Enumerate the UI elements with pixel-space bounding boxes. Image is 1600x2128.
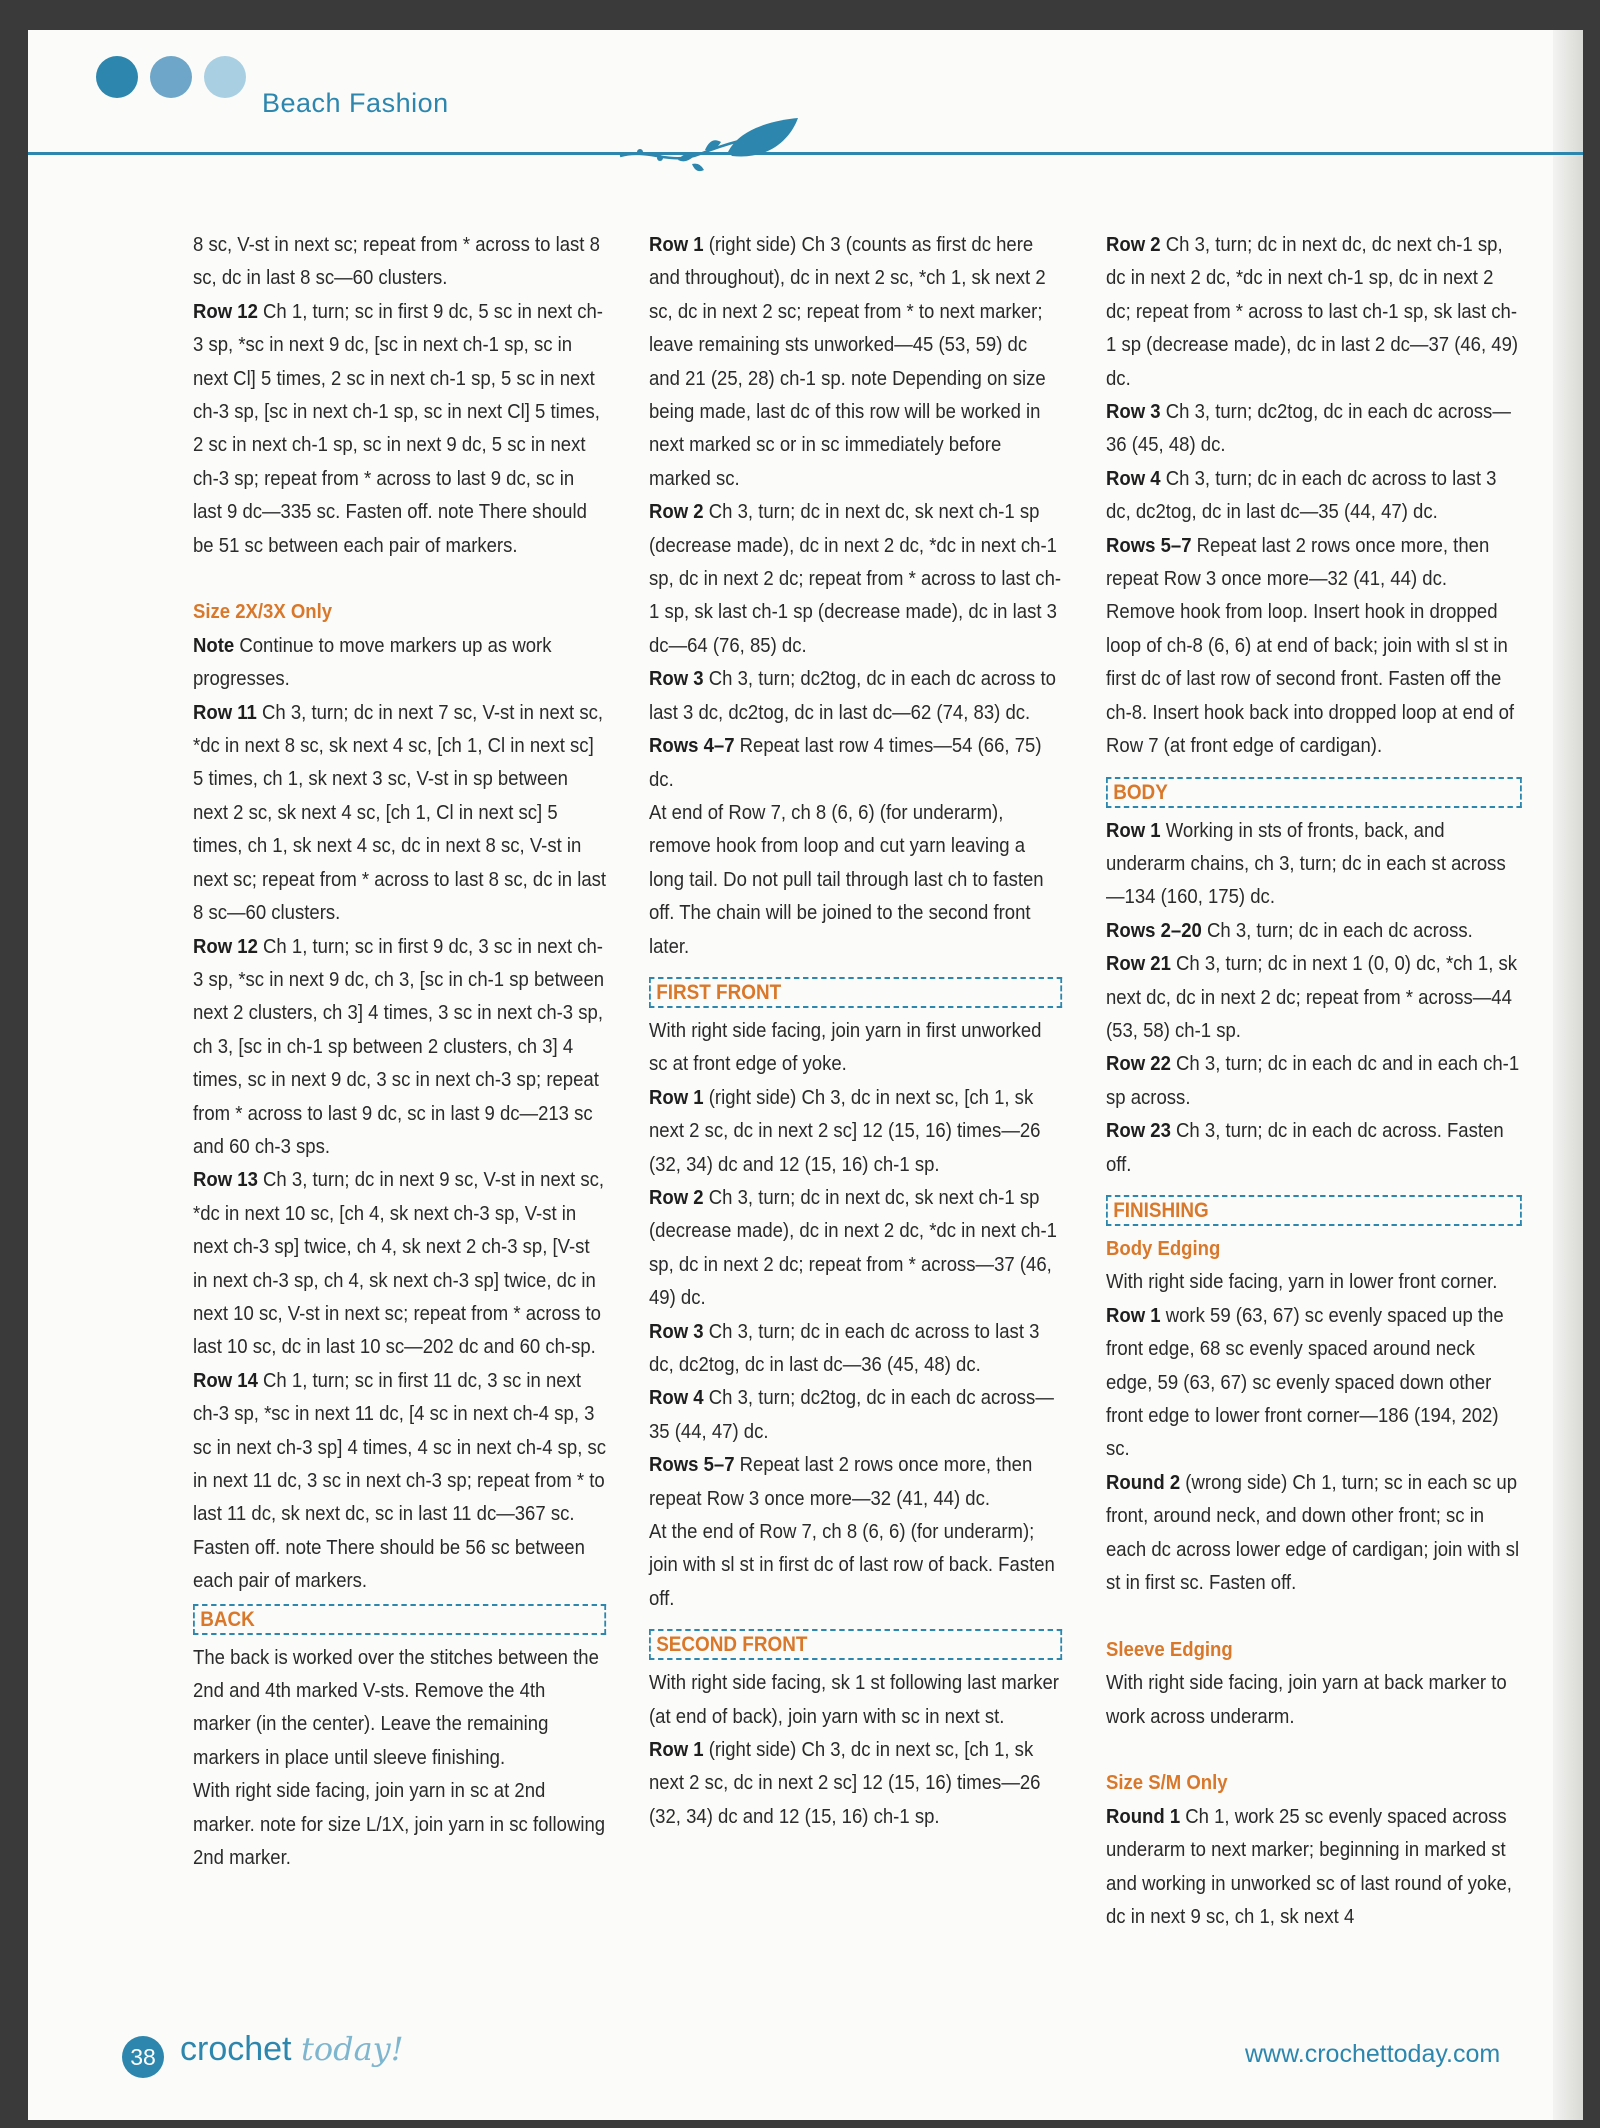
instruction-row-4 bbox=[1106, 462, 1522, 529]
instruction-row-11 bbox=[193, 696, 606, 930]
row-label: Rows 5–7 bbox=[649, 1453, 735, 1477]
row-label: Row 2 bbox=[1106, 233, 1161, 256]
instruction-row-3 bbox=[1106, 395, 1522, 462]
row-text: Ch 3, turn; dc2tog, dc in each dc across—36 (45, 48) dc. bbox=[1106, 400, 1511, 457]
row-label: Row 4 bbox=[1106, 466, 1161, 490]
column-3 bbox=[1106, 228, 1522, 1933]
sleeve-edging-heading: Sleeve Edging bbox=[1106, 1637, 1233, 1661]
row-label: Row 3 bbox=[1106, 400, 1161, 424]
note-text: Continue to move markers up as work progresses. bbox=[193, 633, 552, 691]
row-text: Working in sts of fronts, back, and underarm chains, ch 3, turn; dc in each st across—134 (160, 175) dc. bbox=[1106, 818, 1506, 909]
back-paragraph-1: The back is worked over the stitches between the 2nd and 4th marked V-sts. Remove the 4th marker (in the center). Leave the remaining markers in place until sleeve finishing. bbox=[193, 1645, 599, 1769]
row-label: Row 12 bbox=[193, 299, 258, 323]
row-label: Row 3 bbox=[649, 667, 704, 691]
row-label: Row 1 bbox=[649, 233, 704, 256]
row-label: Row 4 bbox=[649, 1386, 704, 1410]
row-text: Repeat last 2 rows once more, then repeat Row 3 once more—32 (41, 44) dc. bbox=[1106, 533, 1490, 591]
row-text: Ch 3, turn; dc in each dc and in each ch-1 sp across. bbox=[1106, 1052, 1520, 1109]
instruction-row-3 bbox=[649, 1315, 1062, 1382]
header-dot-1 bbox=[96, 56, 138, 98]
row-text: Ch 3, turn; dc in each dc across. bbox=[1201, 918, 1473, 942]
header-dot-3 bbox=[204, 56, 246, 98]
row-text: Ch 3, turn; dc in next 1 (0, 0) dc, *ch 1, sk next dc, dc in next 2 dc; repeat from * across—44 (53, 58) ch-1 sp. bbox=[1106, 952, 1518, 1042]
instruction-row-4 bbox=[649, 1381, 1062, 1448]
finishing-heading: FINISHING bbox=[1106, 1195, 1522, 1226]
row-label: Row 1 bbox=[649, 1738, 704, 1762]
row-label: Round 1 bbox=[1106, 1804, 1181, 1828]
row-label: Round 2 bbox=[1106, 1470, 1181, 1494]
row-text: Ch 3, turn; dc in each dc across to last 3 dc, dc2tog, dc in last dc—36 (45, 48) dc. bbox=[649, 1319, 1040, 1376]
instruction-row-1 bbox=[649, 1081, 1062, 1181]
column-2 bbox=[649, 228, 1062, 1833]
instruction-row-2 bbox=[649, 1181, 1062, 1315]
paragraph: With right side facing, sk 1 st following last marker (at end of back), join yarn with sc in next st. bbox=[649, 1671, 1059, 1728]
row-text: Ch 1, turn; sc in first 11 dc, 3 sc in next ch-3 sp, *sc in next 11 dc, [4 sc in next ch-4 sp, 3 sc in next ch-3 sp] 4 times, 4 sc in next ch-4 sp, sc in next 11 dc, 3 sc in next ch-3 sp; repeat from * to last 11 dc, sk next dc, sc in last 11 dc—367 sc. Fasten off. note There should be 56 sc between each pair of markers. bbox=[193, 1368, 607, 1593]
row-label: Row 3 bbox=[649, 1319, 704, 1343]
note-paragraph bbox=[193, 629, 606, 696]
row-label: Row 1 bbox=[649, 1085, 704, 1109]
header-dot-2 bbox=[150, 56, 192, 98]
paragraph: With right side facing, yarn in lower front corner. bbox=[1106, 1270, 1498, 1294]
instruction-row-13 bbox=[193, 1163, 606, 1363]
row-text: Ch 3, turn; dc in next 7 sc, V-st in next sc, *dc in next 8 sc, sk next 4 sc, [ch 1, Cl in next sc] 5 times, ch 1, sk next 3 sc, V-st in sp between next 2 sc, sk next 4 sc, [ch 1, Cl in next sc] 5 times, ch 1, sk next 4 sc, dc in next 8 sc, V-st in next sc; repeat from * across to last 8 sc, dc in last 8 sc—60 clusters. bbox=[193, 700, 607, 925]
instruction-row-1 bbox=[1106, 814, 1522, 914]
row-label: Row 23 bbox=[1106, 1119, 1171, 1143]
instruction-row-1 bbox=[1106, 1299, 1522, 1466]
paragraph: At the end of Row 7, ch 8 (6, 6) (for underarm); join with sl st in first dc of last row of back. Fasten off. bbox=[649, 1520, 1055, 1610]
instruction-row-2 bbox=[649, 495, 1062, 662]
body-heading: BODY bbox=[1106, 777, 1522, 808]
row-label: Row 11 bbox=[193, 700, 257, 724]
header-dots bbox=[96, 56, 246, 98]
row-text: Ch 3, turn; dc in each dc across to last 3 dc, dc2tog, dc in last dc—35 (44, 47) dc. bbox=[1106, 466, 1497, 524]
size-heading: Size S/M Only bbox=[1106, 1771, 1228, 1795]
brand-main: crochet bbox=[180, 2030, 292, 2068]
row-text: Ch 3, turn; dc in each dc across. Fasten off. bbox=[1106, 1119, 1504, 1176]
instruction-row-2 bbox=[1106, 228, 1522, 395]
page-number: 38 bbox=[122, 2036, 164, 2078]
note-label: Note bbox=[193, 633, 235, 657]
instruction-rows-2-20 bbox=[1106, 914, 1522, 947]
instruction-row-14 bbox=[193, 1364, 606, 1598]
row-label: Rows 5–7 bbox=[1106, 533, 1192, 557]
instruction-row-21 bbox=[1106, 947, 1522, 1047]
website-url: www.crochettoday.com bbox=[1245, 2040, 1501, 2068]
instruction-row-12 bbox=[193, 295, 606, 562]
instruction-row-1 bbox=[649, 1733, 1062, 1833]
row-label: Row 2 bbox=[649, 500, 704, 524]
paragraph: 8 sc, V-st in next sc; repeat from * across to last 8 sc, dc in last 8 sc—60 clusters. bbox=[193, 233, 600, 290]
body-edging-heading: Body Edging bbox=[1106, 1236, 1221, 1260]
row-label: Row 14 bbox=[193, 1368, 258, 1392]
row-text: (right side) Ch 3, dc in next sc, [ch 1, sk next 2 sc, dc in next 2 sc] 12 (15, 16) times—26 (32, 34) dc and 12 (15, 16) ch-1 sp. bbox=[649, 1738, 1041, 1828]
row-label: Row 1 bbox=[1106, 818, 1161, 842]
row-label: Row 13 bbox=[193, 1168, 258, 1192]
row-text: Ch 3, turn; dc in next dc, sk next ch-1 sp (decrease made), dc in next 2 dc, *dc in next ch-1 sp, dc in next 2 dc; repeat from * across to last ch-1 sp, sk last ch-1 sp (decrease made), dc in last 3 dc—64 (76, 85) dc. bbox=[649, 500, 1062, 657]
instruction-round-2 bbox=[1106, 1466, 1522, 1600]
instruction-row-22 bbox=[1106, 1047, 1522, 1114]
row-label: Row 2 bbox=[649, 1185, 704, 1209]
row-label: Row 12 bbox=[193, 934, 258, 958]
leaf-vine-icon bbox=[600, 118, 810, 188]
row-text: Repeat last row 4 times—54 (66, 75) dc. bbox=[649, 734, 1042, 791]
instruction-rows-5-7 bbox=[1106, 529, 1522, 596]
row-text: Ch 3, turn; dc2tog, dc in each dc across—35 (44, 47) dc. bbox=[649, 1386, 1054, 1443]
row-text: Ch 3, turn; dc in next dc, sk next ch-1 sp (decrease made), dc in next 2 dc, *dc in next ch-1 sp, dc in next 2 dc; repeat from * across—37 (46, 49) dc. bbox=[649, 1185, 1057, 1310]
first-front-heading: FIRST FRONT bbox=[649, 977, 1062, 1008]
row-text: Ch 3, turn; dc2tog, dc in each dc across to last 3 dc, dc2tog, dc in last dc—62 (74, 83) dc. bbox=[649, 667, 1056, 724]
row-text: (right side) Ch 3, dc in next sc, [ch 1, sk next 2 sc, dc in next 2 sc] 12 (15, 16) times—26 (32, 34) dc and 12 (15, 16) ch-1 sp. bbox=[649, 1085, 1041, 1176]
instruction-rows-4-7 bbox=[649, 729, 1062, 796]
row-text: Repeat last 2 rows once more, then repeat Row 3 once more—32 (41, 44) dc. bbox=[649, 1453, 1033, 1510]
instruction-row-3 bbox=[649, 662, 1062, 729]
row-label: Row 21 bbox=[1106, 952, 1171, 976]
row-label: Rows 4–7 bbox=[649, 734, 735, 758]
section-title: Beach Fashion bbox=[262, 88, 449, 118]
row-text: work 59 (63, 67) sc evenly spaced up the front edge, 68 sc evenly spaced around neck edge, 59 (63, 67) sc evenly spaced down other front edge to lower front corner—186 (194, 202) sc. bbox=[1106, 1303, 1504, 1461]
row-text: Ch 1, turn; sc in first 9 dc, 3 sc in next ch-3 sp, *sc in next 9 dc, ch 3, [sc in ch-1 sp between next 2 clusters, ch 3] 4 times, 3 sc in next ch-3 sp, ch 3, [sc in ch-1 sp between 2 clusters, ch 3] 4 times, sc in next 9 dc, 3 sc in next ch-3 sp; repeat from * across to last 9 dc, sc in last 9 dc—213 sc and 60 ch-3 sps. bbox=[193, 934, 605, 1158]
paragraph: At end of Row 7, ch 8 (6, 6) (for underarm), remove hook from loop and cut yarn leaving a long tail. Do not pull tail through last ch to fasten off. The chain will be joined to the second front later. bbox=[649, 800, 1044, 958]
paragraph: With right side facing, join yarn at back marker to work across underarm. bbox=[1106, 1671, 1507, 1728]
back-heading: BACK bbox=[193, 1604, 606, 1635]
page-spine-shadow bbox=[1553, 30, 1583, 2120]
row-text: Ch 1, turn; sc in first 9 dc, 5 sc in next ch-3 sp, *sc in next 9 dc, [sc in next ch-1 sp, sc in next Cl] 5 times, 2 sc in next ch-1 sp, 5 sc in next ch-3 sp, [sc in next ch-1 sp, sc in next Cl] 5 times, 2 sc in next ch-1 sp, sc in next 9 dc, 5 sc in next ch-3 sp; repeat from * across to last 9 dc, sc in last 9 dc—335 sc. Fasten off. note There should be 51 sc between each pair of markers. bbox=[193, 299, 603, 557]
instruction-row-12b bbox=[193, 930, 606, 1164]
row-text: Ch 3, turn; dc in next 9 sc, V-st in next sc, *dc in next 10 sc, [ch 4, sk next ch-3 sp, V-st in next ch-3 sp] twice, ch 4, sk next 2 ch-3 sp, [V-st in next ch-3 sp, ch 4, sk next ch-3 sp] twice, dc in next 10 sc, V-st in next sc; repeat from * across to last 10 sc, dc in last 10 sc—202 dc and 60 ch-sp. bbox=[193, 1168, 605, 1359]
row-label: Row 1 bbox=[1106, 1303, 1161, 1327]
column-1 bbox=[193, 228, 606, 1874]
row-text: (wrong side) Ch 1, turn; sc in each sc up front, around neck, and down other front; sc in each dc across lower edge of cardigan; join with sl st in first sc. Fasten off. bbox=[1106, 1470, 1520, 1595]
instruction-rows-5-7 bbox=[649, 1448, 1062, 1515]
row-label: Row 22 bbox=[1106, 1052, 1171, 1076]
instruction-row-23 bbox=[1106, 1114, 1522, 1181]
row-label: Rows 2–20 bbox=[1106, 918, 1202, 942]
second-front-heading: SECOND FRONT bbox=[649, 1629, 1062, 1660]
row-text: Ch 3, turn; dc in next dc, dc next ch-1 sp, dc in next 2 dc, *dc in next ch-1 sp, dc in next 2 dc; repeat from * across to last ch-1 sp, sk last ch-1 sp (decrease made), dc in last 2 dc—37 (46, 49) dc. bbox=[1106, 233, 1519, 390]
size-heading: Size 2X/3X Only bbox=[193, 600, 333, 624]
paragraph: Remove hook from loop. Insert hook in dropped loop of ch-8 (6, 6) at end of back; join with sl st in first dc of last row of second front. Fasten off the ch-8. Insert hook back into dropped loop at end of Row 7 (at front edge of cardigan). bbox=[1106, 600, 1515, 758]
row-text: (right side) Ch 3 (counts as first dc here and throughout), dc in next 2 sc, *ch 1, sk next 2 sc, dc in next 2 sc; repeat from * to next marker; leave remaining sts unworked—45 (53, 59) dc and 21 (25, 28) ch-1 sp. note Depending on size being made, last dc of this row will be worked in next marked sc or in sc immediately before marked sc. bbox=[649, 233, 1046, 490]
row-text: Ch 1, work 25 sc evenly spaced across underarm to next marker; beginning in marked st and working in unworked sc of last round of yoke, dc in next 9 sc, ch 1, sk next 4 bbox=[1106, 1804, 1512, 1929]
back-paragraph-2: With right side facing, join yarn in sc at 2nd marker. note for size L/1X, join yarn in sc following 2nd marker. bbox=[193, 1779, 606, 1870]
paragraph: With right side facing, join yarn in first unworked sc at front edge of yoke. bbox=[649, 1018, 1042, 1076]
instruction-round-1 bbox=[1106, 1800, 1522, 1934]
brand-script: today! bbox=[300, 2030, 404, 2068]
instruction-row-1 bbox=[649, 228, 1062, 495]
brand-logo bbox=[180, 2030, 404, 2069]
